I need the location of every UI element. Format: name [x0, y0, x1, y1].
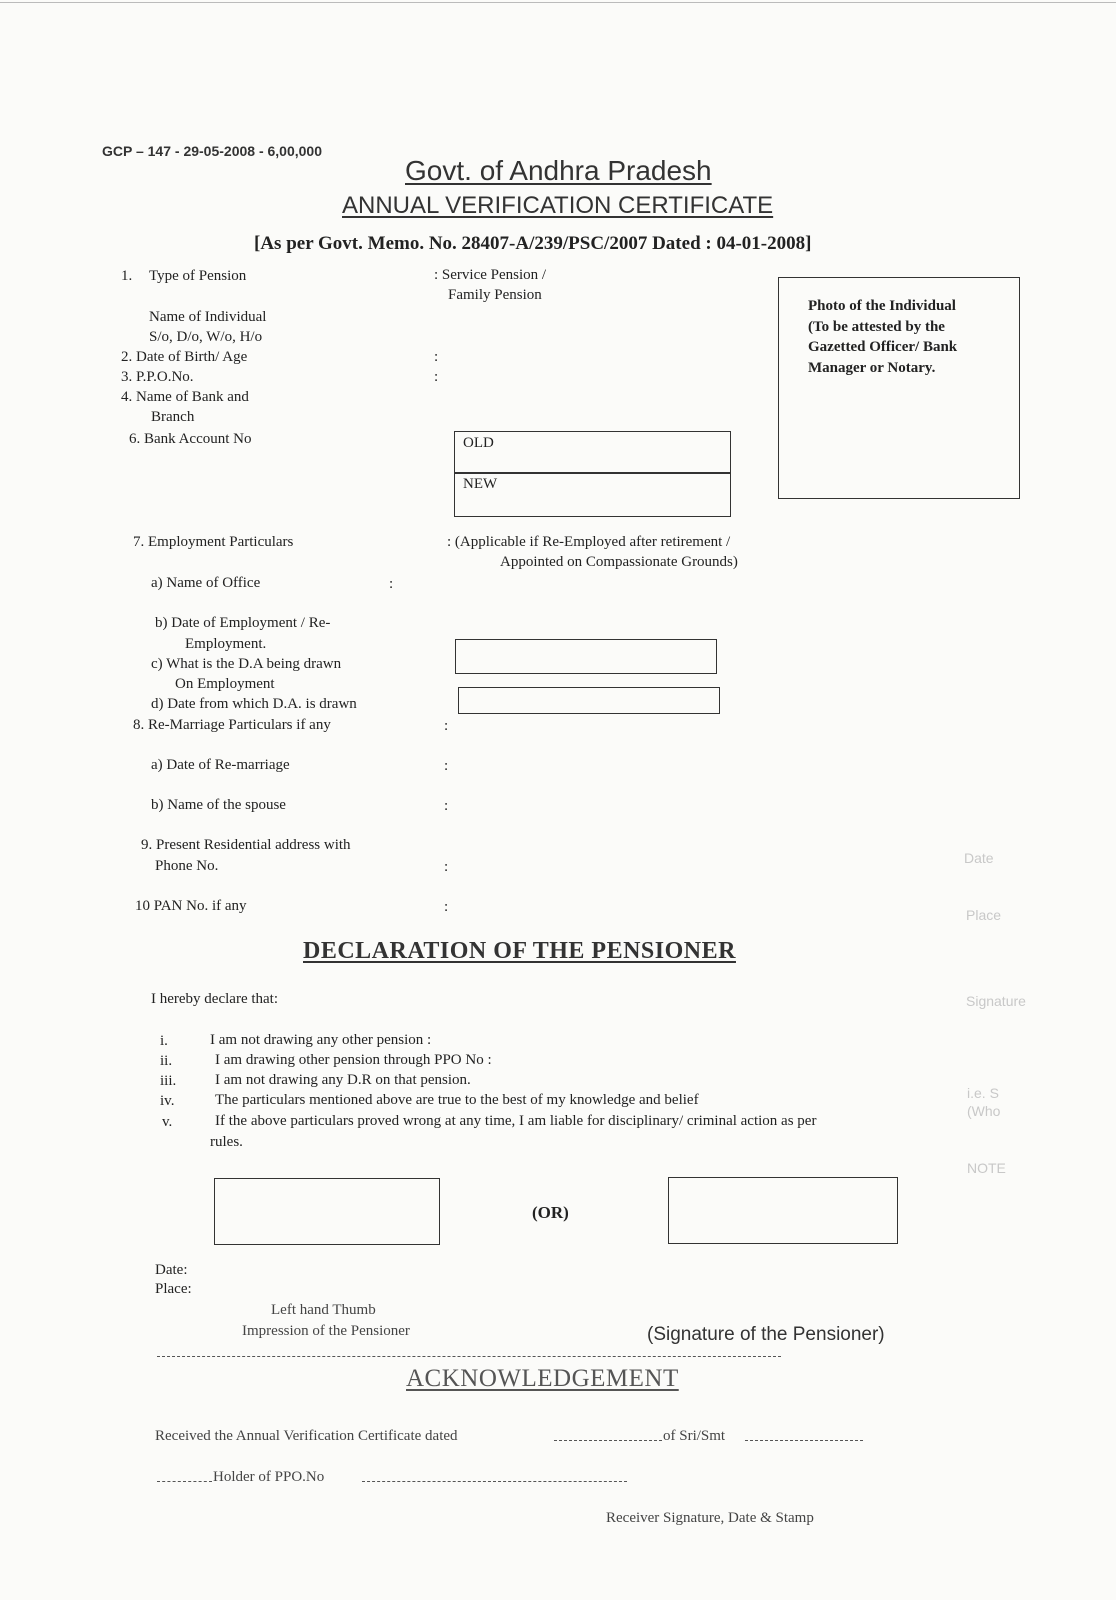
bank-name-label: 4. Name of Bank and [121, 389, 249, 405]
phone-label: Phone No. [155, 858, 219, 874]
field-1-number: 1. [121, 268, 133, 284]
signature-box[interactable] [668, 1177, 898, 1244]
employment-note-2: Appointed on Compassionate Grounds) [500, 554, 738, 570]
ghost-text-2: Place [966, 907, 1002, 923]
old-account-input[interactable] [540, 433, 725, 469]
da-date-input[interactable] [458, 687, 720, 714]
thumb-impression-box[interactable] [214, 1178, 440, 1245]
remarriage-colon: : [444, 718, 449, 734]
old-account-label: OLD [463, 435, 494, 451]
pan-label: 10 PAN No. if any [135, 898, 247, 914]
remarriage-label: 8. Re-Marriage Particulars if any [133, 717, 331, 733]
ack-name-blank[interactable] [745, 1440, 863, 1441]
declaration-intro: I hereby declare that: [151, 991, 279, 1007]
declaration-num-1: i. [160, 1033, 168, 1049]
employment-particulars-label: 7. Employment Particulars [133, 534, 294, 550]
type-of-pension-value-1: : Service Pension / [434, 267, 547, 283]
name-of-office-label: a) Name of Office [151, 575, 261, 591]
page-top-edge [0, 2, 1116, 3]
govt-heading: Govt. of Andhra Pradesh [405, 155, 712, 186]
ack-ppo-blank[interactable] [362, 1481, 627, 1482]
declaration-num-3: iii. [160, 1073, 177, 1089]
acknowledgement-title: ACKNOWLEDGEMENT [406, 1365, 679, 1392]
ghost-text-4: i.e. S [967, 1085, 999, 1101]
declaration-item-5: If the above particulars proved wrong at any time, I am liable for disciplinary/ criminal action as per [215, 1113, 817, 1129]
ghost-text-1: Date [964, 850, 994, 866]
declaration-num-4: iv. [160, 1093, 175, 1109]
thumb-caption-1: Left hand Thumb [271, 1302, 376, 1318]
certificate-title: ANNUAL VERIFICATION CERTIFICATE [342, 192, 774, 219]
date-label: Date: [155, 1262, 188, 1278]
declaration-item-3: I am not drawing any D.R on that pension. [215, 1072, 471, 1088]
ghost-text-6: NOTE [967, 1160, 1006, 1176]
employment-note-1: : (Applicable if Re-Employed after retirement / [447, 534, 731, 550]
da-date-label: d) Date from which D.A. is drawn [151, 696, 357, 712]
ppo-number-colon: : [434, 369, 439, 385]
declaration-title: DECLARATION OF THE PENSIONER [303, 938, 736, 964]
type-of-pension-label: Type of Pension [149, 268, 247, 284]
relation-label: S/o, D/o, W/o, H/o [149, 329, 263, 345]
spouse-name-colon: : [444, 798, 449, 814]
place-label: Place: [155, 1281, 192, 1297]
pan-colon: : [444, 899, 449, 915]
declaration-item-5-cont: rules. [210, 1134, 243, 1150]
name-of-individual-label: Name of Individual [149, 309, 267, 325]
ack-holder-text: Holder of PPO.No [213, 1469, 325, 1485]
da-drawn-label-2: On Employment [175, 676, 275, 692]
signature-caption: (Signature of the Pensioner) [647, 1324, 885, 1345]
bank-branch-label: Branch [151, 409, 195, 425]
date-of-employment-label-2: Employment. [185, 636, 267, 652]
thumb-caption-2: Impression of the Pensioner [242, 1323, 410, 1339]
declaration-item-4: The particulars mentioned above are true to the best of my knowledge and belief [215, 1092, 699, 1108]
form-code: GCP – 147 - 29-05-2008 - 6,00,000 [102, 143, 323, 159]
bank-account-label: 6. Bank Account No [129, 431, 252, 447]
da-drawn-input[interactable] [455, 639, 717, 674]
memo-reference: [As per Govt. Memo. No. 28407-A/239/PSC/2007 Dated : 04-01-2008] [254, 233, 812, 254]
receiver-signature-label: Receiver Signature, Date & Stamp [606, 1510, 814, 1526]
address-label: 9. Present Residential address with [141, 837, 351, 853]
name-of-office-colon: : [389, 576, 394, 592]
photo-instructions [808, 296, 957, 378]
cut-line [157, 1356, 781, 1357]
type-of-pension-value-2: Family Pension [448, 287, 542, 303]
da-drawn-label: c) What is the D.A being drawn [151, 656, 342, 672]
spouse-name-label: b) Name of the spouse [151, 797, 286, 813]
declaration-item-1: I am not drawing any other pension : [210, 1032, 432, 1048]
ghost-text-3: Signature [966, 993, 1026, 1009]
declaration-item-2: I am drawing other pension through PPO No : [215, 1052, 492, 1068]
ppo-number-label: 3. P.P.O.No. [121, 369, 194, 385]
new-account-label: NEW [463, 476, 498, 492]
date-of-employment-label: b) Date of Employment / Re- [155, 615, 331, 631]
date-of-birth-colon: : [434, 349, 439, 365]
ack-holder-lead [157, 1481, 212, 1482]
date-of-birth-label: 2. Date of Birth/ Age [121, 349, 248, 365]
new-account-input[interactable] [540, 475, 725, 511]
photo-line-2: (To be attested by the [808, 318, 945, 335]
account-divider [454, 472, 731, 474]
declaration-num-5: v. [162, 1114, 173, 1130]
ack-sri-smt: of Sri/Smt [663, 1428, 726, 1444]
date-of-remarriage-colon: : [444, 758, 449, 774]
address-colon: : [444, 859, 449, 875]
or-label: (OR) [532, 1203, 569, 1222]
declaration-num-2: ii. [160, 1053, 173, 1069]
date-of-remarriage-label: a) Date of Re-marriage [151, 757, 290, 773]
ghost-text-5: (Who [967, 1103, 1001, 1119]
photo-line-3: Gazetted Officer/ Bank [808, 339, 958, 355]
photo-line-1: Photo of the Individual [808, 298, 956, 314]
ack-received-text: Received the Annual Verification Certificate dated [155, 1428, 458, 1444]
ack-date-blank[interactable] [554, 1440, 662, 1441]
photo-line-4: Manager or Notary. [808, 359, 936, 376]
